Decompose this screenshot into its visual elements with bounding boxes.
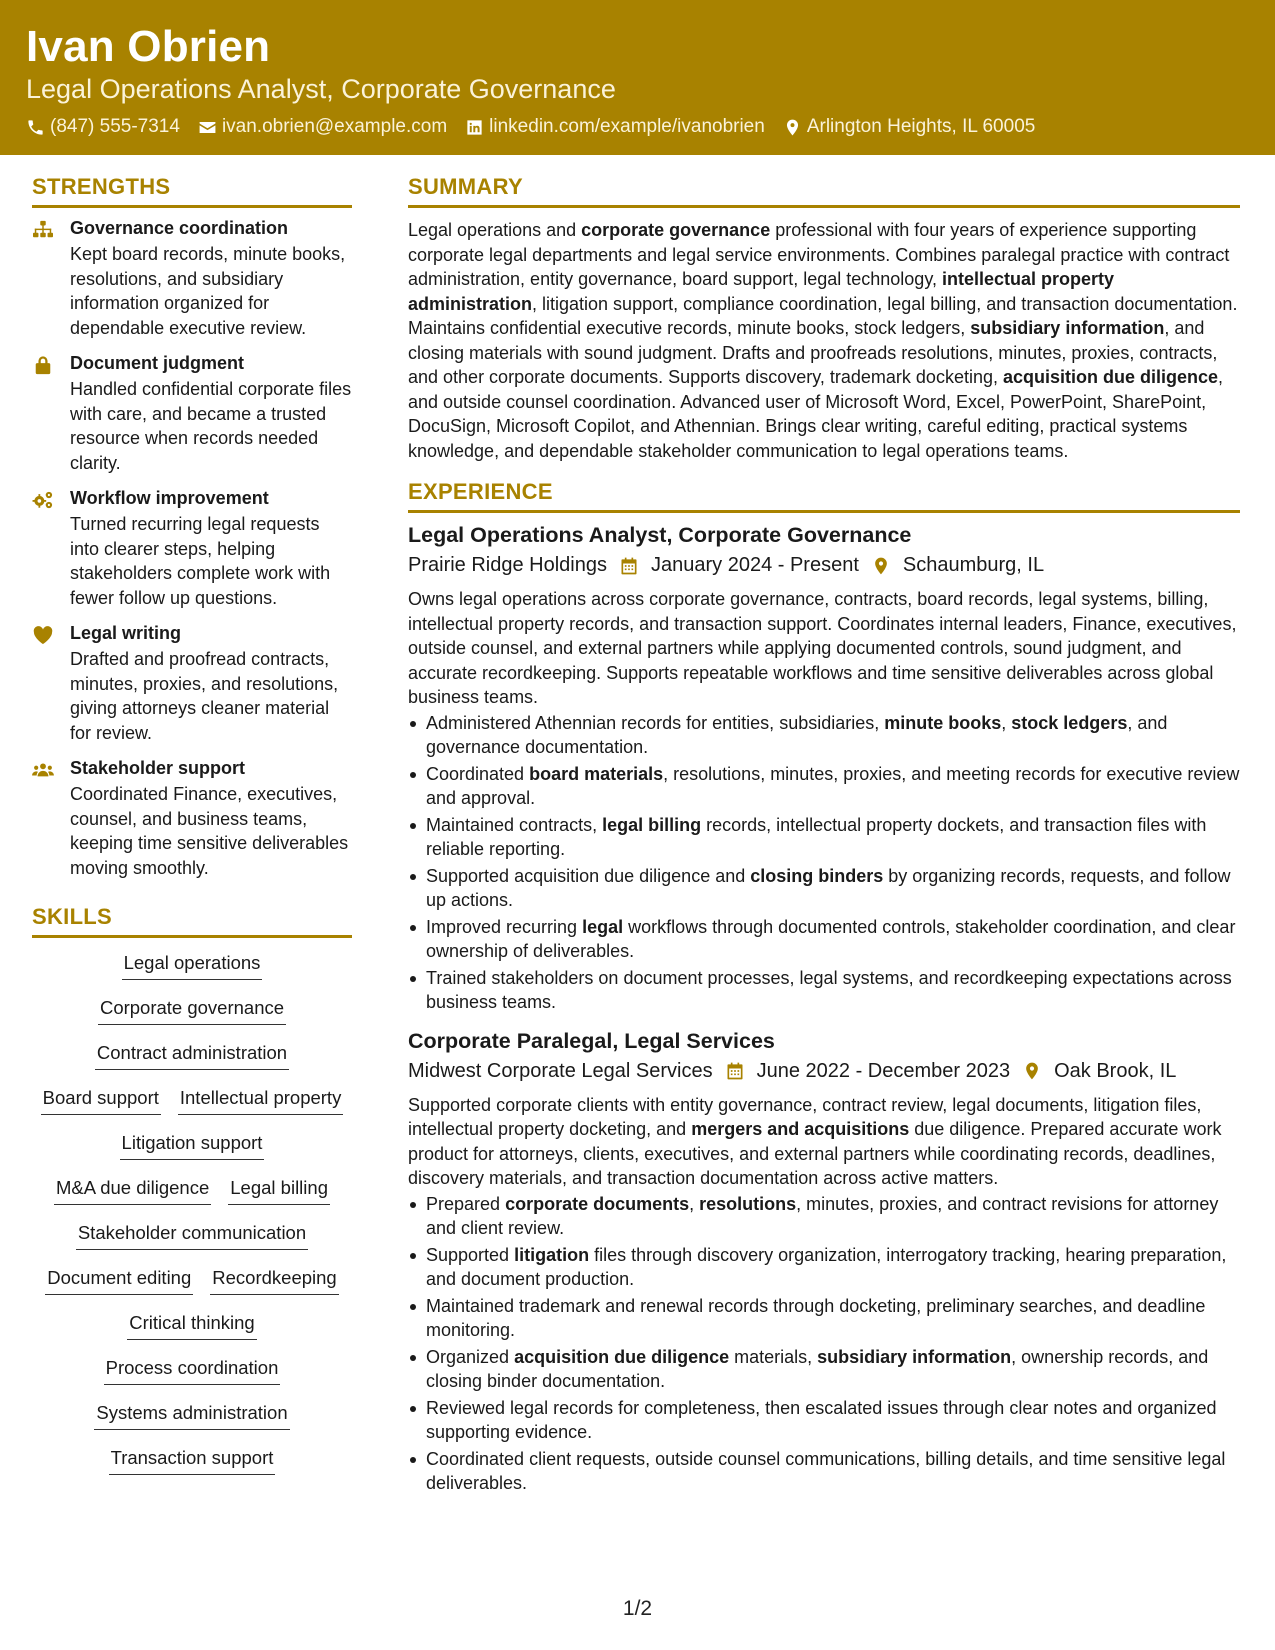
text-run: , and closing materials with sound judgment. Drafts and proofreads resolutions, minutes, proxies, contracts, and other corporate documents. Supports discovery, trademark docketing,: [408, 318, 1218, 387]
skill-row: [76, 1220, 308, 1265]
job-entry: [408, 523, 1240, 1015]
job-description: [408, 1093, 1240, 1191]
job-meta: [408, 554, 1240, 577]
bold-text: litigation: [514, 1244, 590, 1265]
skill-tag: Document editing: [45, 1265, 193, 1295]
bold-text: subsidiary information: [817, 1346, 1012, 1367]
bullet-item: [408, 762, 1240, 811]
text-run: Maintained trademark and renewal records through docketing, preliminary searches, and deadline monitoring.: [426, 1295, 1206, 1340]
bullet-item: [408, 1192, 1240, 1241]
strength-title: Governance coordination: [70, 218, 289, 238]
bold-text: acquisition due diligence: [514, 1346, 730, 1367]
strengths-heading: STRENGTHS: [32, 174, 352, 208]
sitemap-icon: [32, 220, 54, 240]
skill-tag: Recordkeeping: [210, 1265, 338, 1295]
bold-text: acquisition due diligence: [1002, 367, 1219, 387]
skill-tag: Corporate governance: [98, 995, 286, 1025]
strength-title: Document judgment: [70, 353, 244, 373]
bold-text: corporate governance: [581, 220, 771, 240]
bullet-item: [408, 1294, 1240, 1343]
resume-header: [0, 0, 1275, 155]
bold-text: board materials: [529, 763, 664, 784]
bold-text: legal: [582, 916, 624, 937]
skill-row: [54, 1175, 330, 1220]
map-pin-icon: [871, 556, 891, 576]
lock-icon: [32, 355, 54, 375]
summary-heading: SUMMARY: [408, 174, 1240, 208]
contact-location: [783, 116, 1036, 138]
skill-tag: Critical thinking: [127, 1310, 256, 1340]
text-run: Supported acquisition due diligence and: [426, 865, 751, 886]
heart-icon: [32, 625, 54, 645]
contact-phone[interactable]: [26, 116, 180, 138]
strength-desc: Drafted and proofread contracts, minutes, proxies, and resolutions, giving attorneys cleaner material for review.: [70, 649, 339, 743]
job-bullets: [408, 1192, 1240, 1496]
contact-phone-text: (847) 555-7314: [50, 116, 180, 137]
skill-tag: Systems administration: [94, 1400, 289, 1430]
text-run: Organized: [426, 1346, 515, 1367]
calendar-icon: [725, 1061, 745, 1081]
text-run: ,: [1001, 712, 1012, 733]
job-title: Corporate Paralegal, Legal Services: [408, 1028, 775, 1053]
job-dates: January 2024 - Present: [650, 554, 859, 576]
bullet-item: [408, 1345, 1240, 1394]
bullet-item: [408, 915, 1240, 964]
job-location: Oak Brook, IL: [1054, 1059, 1177, 1082]
strength-title: Workflow improvement: [70, 488, 269, 508]
bold-text: mergers and acquisitions: [691, 1119, 910, 1139]
text-run: workflows through documented controls, stakeholder coordination, and clear ownership of deliverables.: [426, 916, 1236, 961]
bold-text: corporate documents: [505, 1193, 690, 1214]
skill-tag: Stakeholder communication: [76, 1220, 308, 1250]
text-run: ,: [689, 1193, 700, 1214]
skill-tag: Contract administration: [95, 1040, 289, 1070]
text-run: Coordinated: [426, 763, 530, 784]
text-run: Improved recurring: [426, 916, 583, 937]
strength-desc: Turned recurring legal requests into clearer steps, helping stakeholders complete work with fewer follow up questions.: [70, 514, 331, 608]
strength-item: [32, 353, 352, 475]
text-run: Prepared: [426, 1193, 506, 1214]
text-run: materials,: [729, 1346, 818, 1367]
text-run: , minutes, proxies, and contract revisions for attorney and client review.: [426, 1193, 1219, 1238]
job-title: Legal Operations Analyst, Corporate Governance: [408, 523, 912, 547]
strength-item: [32, 488, 352, 610]
text-run: Administered Athennian records for entities, subsidiaries,: [426, 712, 885, 733]
skills-heading: SKILLS: [32, 904, 352, 938]
bullet-item: [408, 813, 1240, 862]
bullet-item: [408, 1447, 1240, 1496]
strength-desc: Coordinated Finance, executives, counsel, and business teams, keeping time sensitive deliverables moving smoothly.: [70, 784, 349, 878]
skill-tag: Litigation support: [120, 1130, 265, 1160]
skill-row: [127, 1310, 256, 1355]
skill-tag: Legal operations: [122, 950, 263, 980]
users-icon: [32, 760, 54, 780]
text-run: Reviewed legal records for completeness, then escalated issues through clear notes and organized supporting evidence.: [426, 1397, 1217, 1442]
skill-row: [95, 1040, 289, 1085]
text-run: due diligence. Prepared accurate work product for attorneys, clients, executives, and external partners while coordinating records, deadlines, discovery materials, and transaction documentation across active matters.: [408, 1119, 1222, 1188]
bold-text: stock ledgers: [1011, 712, 1128, 733]
skill-row: [41, 1085, 344, 1130]
skill-tag: Transaction support: [109, 1445, 276, 1475]
skill-row: [104, 1355, 281, 1400]
bullet-item: [408, 1243, 1240, 1292]
text-run: Maintained contracts,: [426, 814, 603, 835]
strength-title: Stakeholder support: [70, 758, 246, 778]
skill-tag: Intellectual property: [178, 1085, 343, 1115]
skills-list: [32, 950, 352, 1490]
contact-email-text: ivan.obrien@example.com: [221, 116, 448, 137]
left-column: [32, 174, 352, 1490]
skill-tag: Board support: [41, 1085, 161, 1115]
text-run: , and outside counsel coordination. Advanced user of Microsoft Word, Excel, PowerPoint, SharePoint, DocuSign, Microsoft Copilot, and Athennian. Brings clear writing, careful editing, practical systems knowledge, and dependable stakeholder communication to legal operations teams.: [408, 367, 1224, 461]
skill-row: [94, 1400, 289, 1445]
page-number: 1/2: [622, 1597, 653, 1620]
candidate-headline: Legal Operations Analyst, Corporate Governance: [26, 74, 616, 104]
calendar-icon: [619, 556, 639, 576]
job-bullets: [408, 711, 1240, 1015]
job-company: Prairie Ridge Holdings: [408, 554, 607, 576]
skill-tag: Legal billing: [228, 1175, 330, 1205]
text-run: Supported: [426, 1244, 515, 1265]
text-run: , and governance documentation.: [426, 712, 1168, 757]
contact-email[interactable]: [198, 116, 447, 138]
text-run: Supported corporate clients with entity governance, contract review, legal documents, litigation files, intellectual property docketing, and: [408, 1094, 1202, 1139]
bullet-item: [408, 711, 1240, 760]
skill-row: [122, 950, 263, 995]
text-run: files through discovery organization, interrogatory tracking, hearing preparation, and document production.: [426, 1244, 1227, 1289]
envelope-icon: [198, 118, 217, 137]
text-run: , litigation support, compliance coordination, legal billing, and transaction documentation. Maintains confidential executive records, minute books, stock ledgers,: [408, 293, 1238, 338]
bullet-item: [408, 1396, 1240, 1445]
skill-row: [120, 1130, 265, 1175]
bold-text: intellectual property administration: [408, 269, 1115, 314]
right-column: [408, 174, 1240, 1510]
bullet-item: [408, 966, 1240, 1015]
job-description: Owns legal operations across corporate governance, contracts, board records, legal systems, billing, intellectual property records, and transaction support. Coordinates internal leaders, Finance, executives, outside counsel, and external partners while applying documented controls, sound judgment, and accurate recordkeeping. Supports repeatable workflows and time sensitive deliverables across global business teams.: [408, 589, 1237, 707]
cogs-icon: [32, 490, 54, 510]
job-meta: [408, 1060, 1240, 1083]
phone-icon: [26, 118, 45, 137]
contact-linkedin[interactable]: [465, 116, 765, 138]
strength-item: [32, 623, 352, 745]
bold-text: closing binders: [750, 865, 884, 886]
skill-tag: M&A due diligence: [54, 1175, 211, 1205]
experience-heading: EXPERIENCE: [408, 479, 1240, 513]
job-dates: June 2022 - December 2023: [756, 1059, 1011, 1082]
contact-location-text: Arlington Heights, IL 60005: [806, 116, 1036, 137]
skill-row: [45, 1265, 338, 1310]
summary-text: [408, 218, 1240, 463]
bold-text: subsidiary information: [970, 318, 1165, 338]
candidate-name: Ivan Obrien: [26, 22, 271, 71]
skill-row: [109, 1445, 276, 1490]
text-run: , ownership records, and closing binder documentation.: [426, 1346, 1209, 1391]
bold-text: minute books: [884, 712, 1002, 733]
text-run: records, intellectual property dockets, and transaction files with reliable reporting.: [426, 814, 1207, 859]
text-run: Legal operations and: [408, 220, 582, 240]
skill-tag: Process coordination: [104, 1355, 281, 1385]
skill-row: [98, 995, 286, 1040]
job-company: Midwest Corporate Legal Services: [408, 1059, 713, 1082]
bold-text: resolutions: [699, 1193, 797, 1214]
linkedin-icon: [465, 118, 484, 137]
bullet-item: [408, 864, 1240, 913]
text-run: Trained stakeholders on document processes, legal systems, and recordkeeping expectations across business teams.: [426, 967, 1232, 1012]
text-run: by organizing records, requests, and follow up actions.: [426, 865, 1231, 910]
map-pin-icon: [783, 118, 802, 137]
contact-info: [26, 116, 1035, 138]
map-pin-icon: [1022, 1061, 1042, 1081]
text-run: Coordinated client requests, outside counsel communications, billing details, and time sensitive legal deliverables.: [426, 1448, 1226, 1493]
text-run: professional with four years of experience supporting corporate legal departments and legal service environments. Combines paralegal practice with contract administration, entity governance, board support, legal technology,: [408, 220, 1230, 289]
strength-item: [32, 218, 352, 340]
strength-title: Legal writing: [70, 623, 182, 643]
strength-desc: Kept board records, minute books, resolutions, and subsidiary information organized for dependable executive review.: [70, 244, 346, 338]
strength-desc: Handled confidential corporate files with care, and became a trusted resource when records needed clarity.: [70, 379, 352, 473]
strength-item: [32, 758, 352, 880]
text-run: , resolutions, minutes, proxies, and meeting records for executive review and approval.: [426, 763, 1240, 808]
job-entry: [408, 1029, 1240, 1496]
contact-linkedin-text: linkedin.com/example/ivanobrien: [489, 116, 765, 137]
bold-text: legal billing: [602, 814, 702, 835]
job-location: Schaumburg, IL: [902, 554, 1045, 576]
